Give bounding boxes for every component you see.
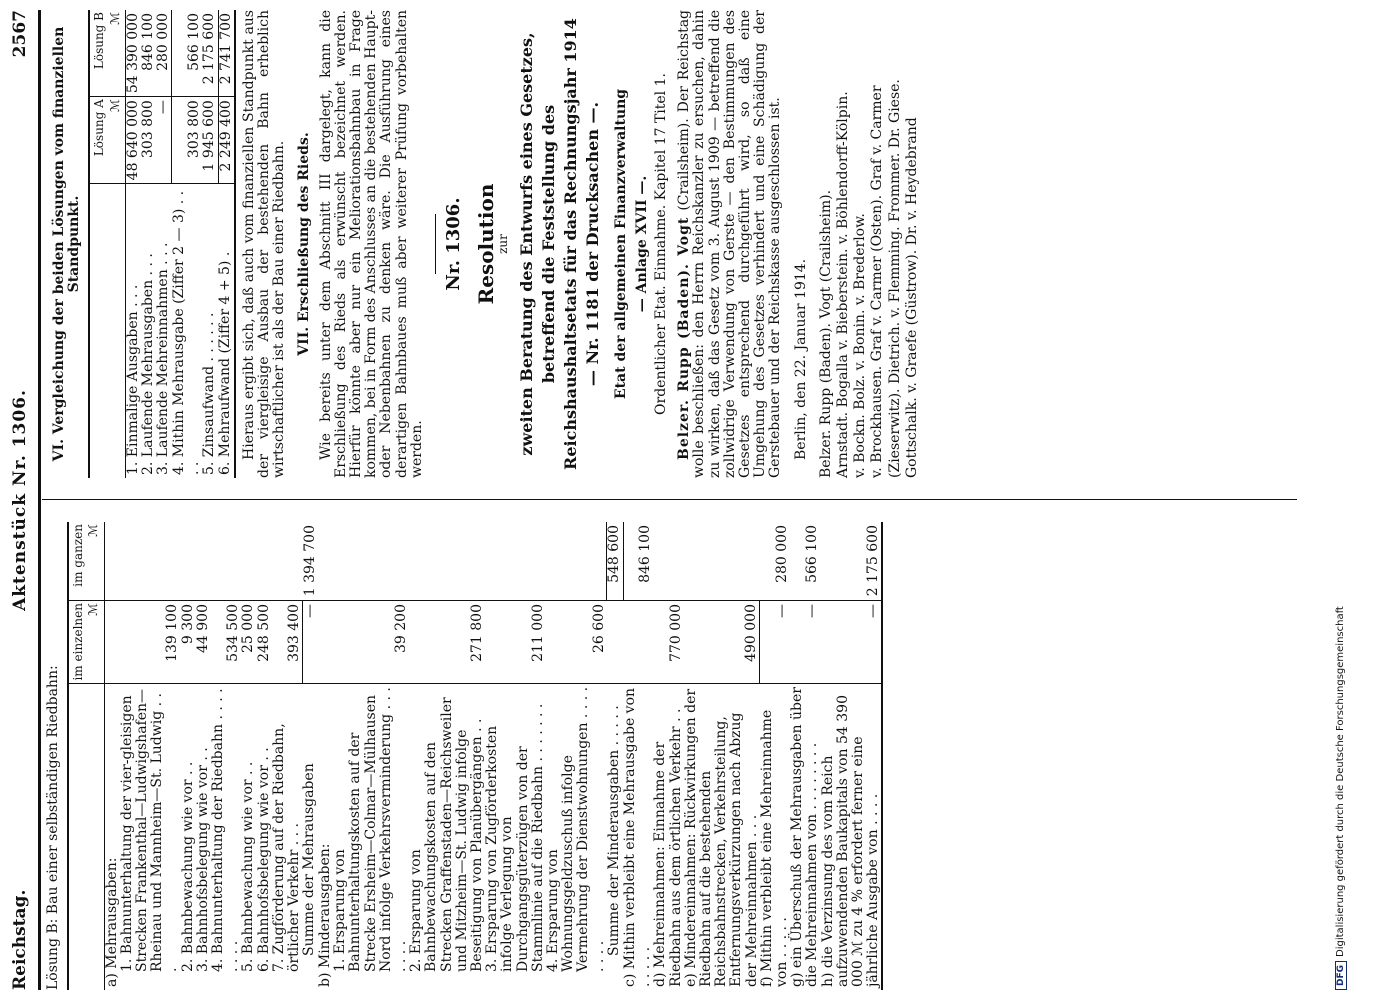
running-head [6,10,36,990]
motion-names: Belzer. Rupp (Baden). Vogt [676,216,693,460]
resolution-number: Nr. 1306. [442,197,464,291]
table-row: h) die Verzinsung des vom Reich aufzuwendenden Baukapitals von 54 390 000 ℳ zu 4 % erfordert ferner eine jährliche Ausgabe von . . . . — 2 175 600 [821,522,883,990]
right-column [42,10,922,478]
table-row: 3. Ersparung von Zugförderkosten infolge Verlegung von Durchgangsgüterzügen von der Stammlinie auf die Riedbahn . . . . . . . 211 000 [485,522,546,990]
table-head-ganzen: im ganzen ℳ [68,522,104,601]
left-subtitle: Lösung B: Bau einer selbständigen Riedbahn: [45,665,61,990]
digitization-text: Digitalisierung gefördert durch die Deutsche Forschungsgemeinschaft [1335,606,1346,957]
table-row: f) Mithin verbleibt eine Mehreinnahme von . . . . . — 280 000 [760,522,790,990]
vi-paragraph: Hieraus ergibt sich, daß auch vom finanziellen Standpunkt aus der viergleisige Ausbau der bestehenden Bahn erheblich wirtschaftlicher ist als der Bau einer Riedbahn. [240,10,288,478]
signatures [819,10,920,478]
comparison-table [88,10,235,478]
section-a-label: a) Mehrausgaben: [104,683,120,990]
table-row: 2. Ersparung von Bahnbewachungskosten auf den Strecken Graffenstaden—Reichsweiler und Mitzheim—St. Ludwig infolge Beseitigung von Planübergängen . . 271 800 [409,522,485,990]
etat-kapitel: Ordentlicher Etat. Einnahme. Kapitel 17 Titel 1. [652,73,669,415]
vii-paragraph: Wie bereits unter dem Abschnitt III dargelegt, kann die Erschließung des Rieds als erwünscht bezeichnet werden. Hierfür könnte aber nur ein Meliorationsbahnbau in Frage kommen, bei in Form des Anschlusses an die bestehenden Haupt- oder Nebenbahnen zu denken wäre. Die Ausführung eines derartigen Bahnbaues muß aber weiterer Prüfung vorbehalten werden. [317,10,425,478]
section-b-label: b) Minderausgaben: [318,683,333,990]
running-head-center: Aktenstück Nr. 1306. [10,389,30,611]
section-vi-title: VI. Vergleichung der beiden Lösungen vom finanziellen Standpunkt. [51,26,83,462]
table-row: 6. Bahnhofsbelegung wie vor . . 248 500 [257,522,272,990]
motion-text: (Crailsheim). Der Reichstag wolle beschließen: den Herrn Reichskanzler zu ersuchen, dahin zu wirken, daß das Gesetz vom 3. August 1909 — betreffend die zollwidrige Verwendung von Gerste — den Bestimmungen des Gesetzes entsprechend durchgeführt wird, so daß eine Umgehung des Gesetzes verhindert und eine Schädigung der Gerstebauer und der Reichskasse ausgeschlossen ist. [676,9,784,478]
separator [435,214,436,274]
digitization-note [1335,10,1347,990]
table-row: 6. Mehraufwand (Ziffer 4 + 5) . 2 249 400 2 741 700 [218,10,235,478]
section-vii-title: VII. Erschließung des Rieds. [296,132,313,356]
cmp-head-b: Lösung B ℳ [89,10,125,97]
signature-line: Gottschalk. v. Graefe (Güstrow). Dr. v. Heydebrand [903,117,920,478]
table-row: 2. Bahnbewachung wie vor . . 9 300 [181,522,196,990]
cmp-head-blank [89,184,125,478]
table-row: 4. Bahnunterhaltung der Riedbahn . . . . . . . . 534 500 [211,522,241,990]
running-head-left: Reichstag. [10,889,30,990]
sum-row: Summe der Minderausgaben . . . . . 548 600 [607,522,623,990]
table-row: 4. Ersparung von Wohnungsgeldzuschuß infolge Vermehrung der Dienstwohnungen . . . . . . . . 26 600 [546,522,607,990]
signature-line: (Zieserwitz). Dietrich. v. Flemming. Frommer. Dr. Giese. [886,79,903,478]
cost-table [67,522,883,990]
table-row: 5. Zinsaufwand . . . . . . 1 945 600 2 175 600 [202,10,218,478]
table-row: 7. Zugförderung auf der Riedbahn, örtlicher Verkehr . . . 393 400 [272,522,302,990]
table-row: 3. Bahnhofsbelegung wie vor . . 44 900 [196,522,211,990]
signature-line: v. Bockn. Bolz. v. Bonin. v. Brederlow. [852,213,869,478]
signature-line: v. Brockhausen. Graf v. Carmer (Osten). Graf v. Carmer [869,85,886,478]
left-column [42,522,883,990]
resolution-subject: zweiten Beratung des Entwurfs eines Gesetzes, betreffend die Feststellung des Reichshaushaltsetats für das Rechnungsjahr 1914 — Nr. 1181 der Drucksachen —. [516,18,602,470]
sum-row: Summe der Mehrausgaben — 1 394 700 [302,522,318,990]
resolution-title: Resolution [474,183,499,305]
table-row: g) ein Überschuß der Mehrausgaben über die Mehreinnahmen von . . . . . . . . — 566 100 [790,522,820,990]
table-row: 2. Laufende Mehrausgaben . . . 303 800 846 100 [141,10,156,478]
page-number: 2567 [10,10,30,58]
table-row: 1. Ersparung von Bahnunterhaltungskosten auf der Strecke Ersheim—Colmar—Mülhausen Nord infolge Verkehrsverminderung . . . . . . . 39 200 [333,522,409,990]
table-head-blank [68,683,104,990]
table-head-einzeln: im einzelnen ℳ [68,601,104,684]
signature-line: Arnstadt. Bogalla v. Bieberstein. v. Böhlendorff-Kölpin. [835,91,852,478]
resolution-zur: zur [496,234,511,254]
table-row: 1. Bahnunterhaltung der vier-gleisigen Strecken Frankenthal—Ludwigshafen—Rheinau und Mannheim—St. Ludwig . . . 139 100 [120,522,181,990]
cmp-head-a: Lösung A ℳ [89,97,125,184]
motion-paragraph [677,10,783,478]
dfg-logo: DFG [1335,961,1347,990]
table-row: 3. Laufende Mehreinnahmen . . . — 280 000 [156,10,172,478]
header-rule [38,10,41,990]
table-row: c) Mithin verbleibt eine Mehrausgabe von . . . . . 846 100 [623,522,653,990]
etat-anlage: — Anlage XVII —. [633,175,650,313]
table-row: e) Mindereinnahmen: Rückwirkungen der Riedbahn auf die bestehenden Reichsbahnstrecken, Verkehrsteilung, Entfernungsverkürzungen nach Abzug der Mehreinnahmen . . . 490 000 [684,522,760,990]
etat-title: Etat der allgemeinen Finanzverwaltung [612,88,629,400]
date-line: Berlin, den 22. Januar 1914. [792,258,809,460]
signature-line: Belzer. Rupp (Baden). Vogt (Crailsheim). [817,189,834,478]
table-row: d) Mehreinnahmen: Einnahme der Riedbahn aus dem örtlichen Verkehr . . 770 000 [653,522,683,990]
table-row: 5. Bahnbewachung wie vor . . 25 000 [241,522,256,990]
column-divider [42,499,1297,500]
table-row: 4. Mithin Mehrausgabe (Ziffer 2 — 3) . . . . 303 800 566 100 [172,10,202,478]
table-row: 1. Einmalige Ausgaben . . . 48 640 000 54 390 000 [125,10,141,478]
